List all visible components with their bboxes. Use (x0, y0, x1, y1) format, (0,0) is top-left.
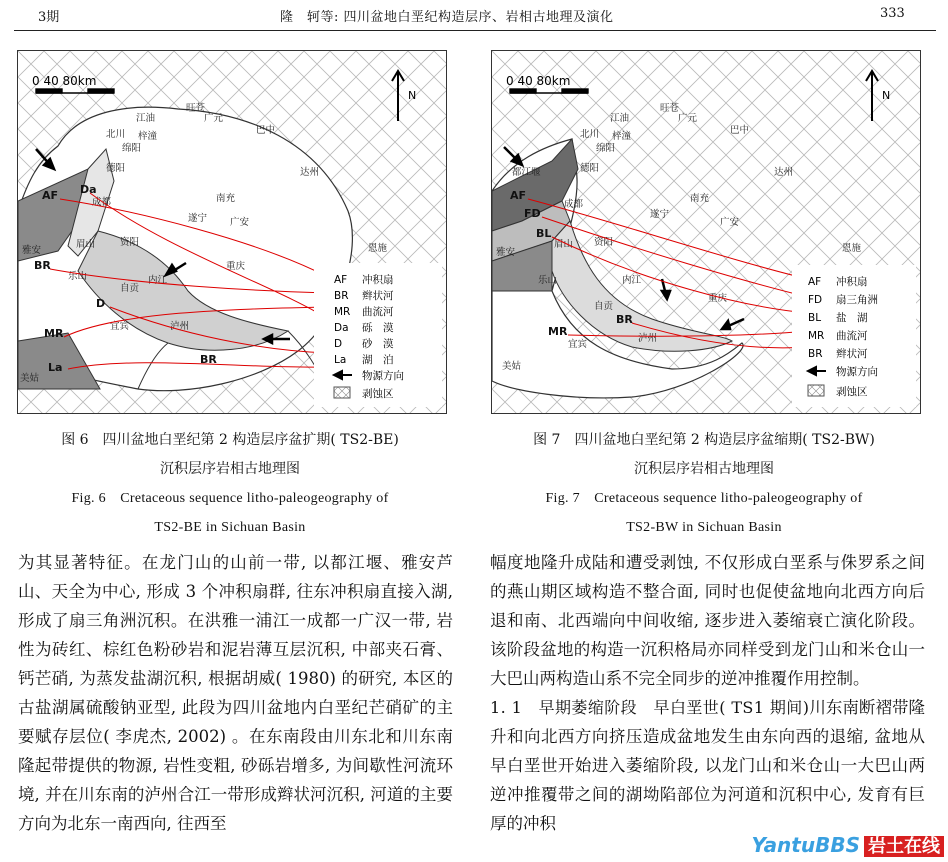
legend-label: 曲流河 (362, 306, 394, 318)
legend-code: MR (334, 306, 351, 318)
legend-code: FD (808, 294, 823, 306)
legend-label: 湖 泊 (362, 354, 394, 366)
legend-code: BR (808, 348, 823, 360)
legend-label: 曲流河 (836, 330, 868, 342)
city-meishan: 眉山 (554, 239, 574, 250)
legend-label: 冲积扇 (362, 274, 394, 286)
legend-code: BL (808, 312, 822, 324)
map-label-br: BR (616, 313, 633, 326)
caption-en-line2: TS2-BE in Sichuan Basin (154, 520, 306, 535)
legend-code: D (334, 338, 343, 350)
caption-en-line2: TS2-BW in Sichuan Basin (626, 520, 782, 535)
city-jiangyou: 江油 (136, 113, 156, 124)
city-zitong: 梓潼 (612, 131, 632, 142)
city-suining: 遂宁 (650, 209, 670, 220)
city-neijiang: 内江 (622, 275, 642, 286)
city-deyang: 德阳 (580, 163, 600, 174)
city-enshi: 恩施 (368, 243, 388, 254)
page-number: 333 (880, 6, 905, 21)
header-rule (14, 30, 936, 31)
city-guangan: 广安 (230, 217, 250, 228)
city-suining: 遂宁 (188, 213, 208, 224)
scale-label: 0 40 80km (506, 74, 571, 88)
hatch-swatch-icon (808, 385, 824, 396)
caption-zh-line1: 图 6 四川盆地白垩纪第 2 构造层序盆扩期( TS2-BE) (61, 432, 399, 448)
legend-code: BR (334, 290, 349, 302)
city-zitong: 梓潼 (138, 131, 158, 142)
map-label-d: D (96, 297, 106, 310)
legend-label: 扇三角洲 (836, 294, 878, 306)
section-heading: 1. 1 早期萎缩阶段 早白垩世( TS1 期间) (490, 698, 810, 717)
north-label: N (408, 89, 417, 102)
map-label-fd: FD (524, 207, 541, 220)
north-label: N (882, 89, 891, 102)
city-meigu: 美姑 (502, 361, 522, 372)
city-guangan: 广安 (720, 217, 740, 228)
city-chengdu: 成都 (564, 199, 584, 210)
map-label-mr: MR (548, 325, 568, 338)
city-zigong: 自贡 (594, 301, 614, 312)
city-chongqing: 重庆 (226, 261, 246, 272)
map-label-la: La (48, 361, 63, 374)
section-paragraph: 川东南断褶带隆升和向北西方向挤压造成盆地发生由东向西的退缩, 盆地从早白垩世开始进入萎缩阶段, 以龙门山和米仓山一大巴山两逆冲推覆带之间的湖坳陷部位为河道和沉积中心, 发育有巨厚的冲积 (490, 698, 925, 833)
legend-label: 砂 漠 (362, 338, 394, 350)
city-dujiangyan: 都江堰 (512, 167, 541, 178)
legend-label: 剥蚀区 (836, 386, 868, 398)
city-deyang: 德阳 (106, 163, 126, 174)
site-watermark (751, 832, 944, 858)
city-nanchong: 南充 (216, 193, 236, 204)
figure-7-caption (474, 426, 934, 542)
city-meishan: 眉山 (76, 239, 96, 250)
city-ziyang: 资阳 (120, 237, 140, 248)
legend-code: La (334, 354, 347, 366)
map-label-bl: BL (536, 227, 552, 240)
city-yibin: 宜宾 (110, 321, 130, 332)
watermark-text: YantuBBS (751, 833, 860, 857)
figure-6-svg (18, 51, 446, 413)
legend-label: 剥蚀区 (362, 388, 394, 400)
figure-6-map (17, 50, 447, 414)
caption-zh-line2: 沉积层序岩相古地理图 (634, 461, 774, 477)
city-luzhou: 泸州 (170, 321, 190, 332)
map-label-da: Da (80, 183, 97, 196)
city-chengdu: 成都 (92, 197, 112, 208)
city-zigong: 自贡 (120, 283, 140, 294)
map-label-br-2: BR (200, 353, 217, 366)
city-guangyuan: 广元 (678, 113, 698, 124)
left-paragraph: 为其显著特征。在龙门山的山前一带, 以都江堰、雅安芦山、天全为中心, 形成 3 个冲积扇群, 往东冲积扇直接入湖, 形成了扇三角洲沉积。在洪雅一浦江一成都一广汉一带, 岩性为砖红、棕红色粉砂岩和泥岩薄互层沉积, 中部夹石膏、钙芒硝, 为蒸发盐湖沉积, 根据胡威( 1980) 的研究, 本区的古盐湖属硫酸钠亚型, 此段为四川盆地内白垩纪芒硝矿的主要赋存层位( 李虎杰, 2002) 。在东南段由川东北和川东南隆起带提供的物源, 岩性变粗, 砂砾岩增多, 为间歇性河流环境, 并在川东南的泸州合江一带形成辫状河沉积, 河道的主要方向为北东一南西向, 往西至 (18, 553, 453, 833)
legend-label: 辫状河 (836, 348, 868, 360)
left-column (18, 548, 453, 838)
legend-label: 冲积扇 (836, 276, 868, 288)
hatch-swatch-icon (334, 387, 350, 398)
figure-7-map (491, 50, 921, 414)
city-luzhou: 泸州 (638, 333, 658, 344)
map-label-af: AF (510, 189, 527, 202)
legend-label: 砾 漠 (362, 322, 394, 334)
city-leshan: 乐山 (68, 271, 88, 282)
city-ziyang: 资阳 (594, 237, 614, 248)
running-header-issue: 3期 (38, 10, 60, 25)
city-nanchong: 南充 (690, 193, 710, 204)
city-yaan: 雅安 (496, 247, 516, 258)
city-dazhou: 达州 (774, 167, 794, 178)
city-guangyuan: 广元 (204, 113, 224, 124)
city-bazhong: 巴中 (730, 125, 750, 136)
legend-code: AF (334, 274, 348, 286)
legend-label: 物源方向 (836, 366, 878, 378)
city-wangcang: 旺苍 (660, 103, 680, 114)
legend-label: 物源方向 (362, 370, 404, 382)
city-dazhou: 达州 (300, 167, 320, 178)
legend-label: 辫状河 (362, 290, 394, 302)
caption-zh-line1: 图 7 四川盆地白垩纪第 2 构造层序盆缩期( TS2-BW) (533, 432, 875, 448)
city-beichuan: 北川 (580, 129, 600, 140)
caption-en-line1: Fig. 7 Cretaceous sequence litho-paleogeography of (545, 491, 863, 506)
map-label-af: AF (42, 189, 59, 202)
caption-en-line1: Fig. 6 Cretaceous sequence litho-paleogeography of (71, 491, 389, 506)
city-neijiang: 内江 (148, 275, 168, 286)
legend-code: MR (808, 330, 825, 342)
caption-zh-line2: 沉积层序岩相古地理图 (160, 461, 300, 477)
city-mianyang: 绵阳 (122, 143, 142, 154)
legend-label: 盐 湖 (836, 312, 868, 324)
map-label-mr: MR (44, 327, 64, 340)
city-beichuan: 北川 (106, 129, 126, 140)
running-header-title: 隆 轲等: 四川盆地白垩纪构造层序、岩相古地理及演化 (280, 10, 614, 25)
legend-code: Da (334, 322, 349, 334)
city-wangcang: 旺苍 (186, 103, 206, 114)
city-meigu: 美姑 (20, 373, 40, 384)
right-column (490, 548, 925, 838)
city-jiangyou: 江油 (610, 113, 630, 124)
map-label-br: BR (34, 259, 51, 272)
city-yaan: 雅安 (22, 245, 42, 256)
figure-6-caption (0, 426, 460, 542)
city-mianyang: 绵阳 (596, 143, 616, 154)
city-chongqing: 重庆 (708, 293, 728, 304)
city-leshan: 乐山 (538, 275, 558, 286)
right-paragraph: 幅度地隆升成陆和遭受剥蚀, 不仅形成白垩系与侏罗系之间的燕山期区域构造不整合面, 同时也促使盆地向北西方向后退和南、北西端向中间收缩, 逐步进入萎缩衰亡演化阶段。该阶段盆地的构造一沉积格局亦同样受到龙门山和米仓山一大巴山两构造山系不完全同步的逆冲推覆作用控制。 (490, 553, 925, 688)
figure-7-svg (492, 51, 920, 413)
legend-code: AF (808, 276, 822, 288)
scale-label: 0 40 80km (32, 74, 97, 88)
city-yibin: 宜宾 (568, 339, 588, 350)
city-enshi: 恩施 (842, 243, 862, 254)
watermark-badge: 岩土在线 (864, 836, 944, 857)
city-bazhong: 巴中 (256, 125, 276, 136)
